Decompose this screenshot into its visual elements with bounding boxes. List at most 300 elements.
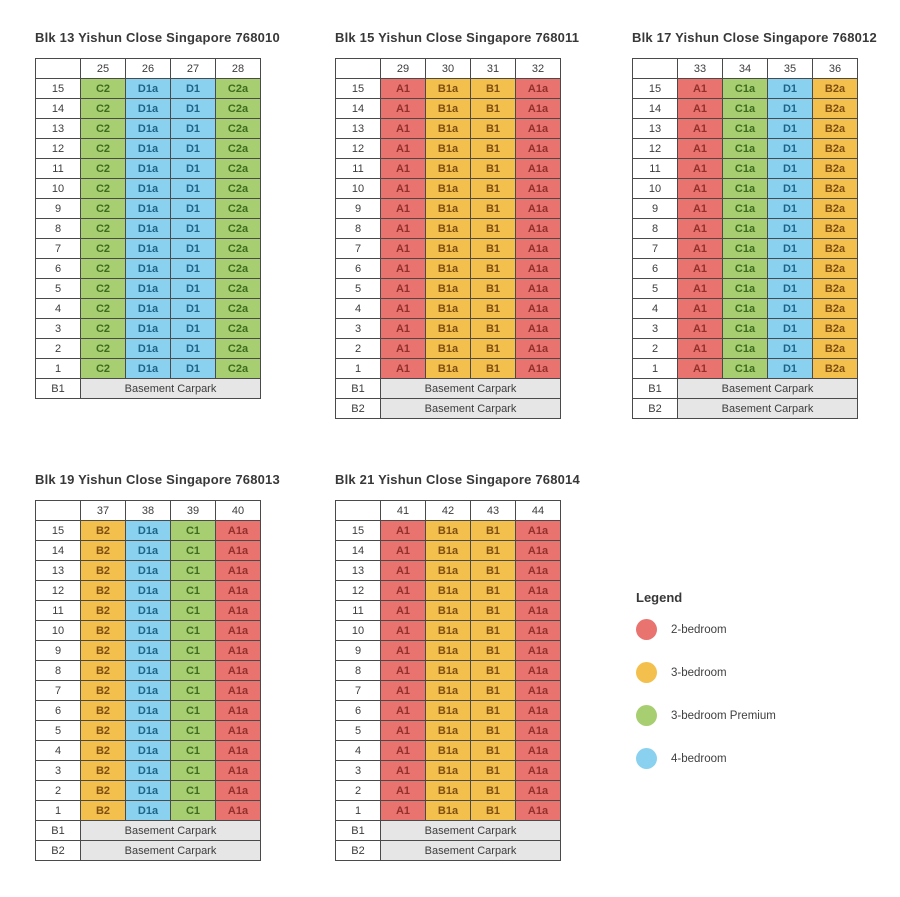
unit-cell-c2a: C2a	[216, 319, 261, 339]
unit-cell-b1a: B1a	[426, 139, 471, 159]
unit-cell-d1a: D1a	[126, 319, 171, 339]
unit-cell-d1: D1	[768, 279, 813, 299]
unit-cell-d1: D1	[171, 239, 216, 259]
floor-label: 15	[36, 521, 81, 541]
unit-cell-b2a: B2a	[813, 179, 858, 199]
unit-cell-d1a: D1a	[126, 661, 171, 681]
basement-row	[336, 841, 561, 861]
floor-row	[36, 259, 261, 279]
unit-cell-d1: D1	[171, 119, 216, 139]
floor-label: 12	[36, 139, 81, 159]
floor-row	[336, 159, 561, 179]
unit-cell-c2a: C2a	[216, 79, 261, 99]
basement-row	[633, 379, 858, 399]
unit-cell-a1: A1	[381, 681, 426, 701]
unit-cell-a1: A1	[381, 219, 426, 239]
unit-cell-a1a: A1a	[516, 319, 561, 339]
floor-label: 6	[633, 259, 678, 279]
unit-cell-a1: A1	[381, 701, 426, 721]
block-13-section	[35, 30, 280, 399]
unit-cell-d1: D1	[768, 259, 813, 279]
unit-cell-b2a: B2a	[813, 279, 858, 299]
unit-cell-d1a: D1a	[126, 601, 171, 621]
block-table	[632, 58, 858, 419]
floor-row	[336, 239, 561, 259]
basement-carpark-cell: Basement Carpark	[381, 821, 561, 841]
floor-row	[336, 621, 561, 641]
unit-cell-b1: B1	[471, 319, 516, 339]
unit-cell-d1: D1	[171, 79, 216, 99]
floor-row	[336, 741, 561, 761]
unit-cell-a1a: A1a	[516, 561, 561, 581]
floor-label: 9	[336, 641, 381, 661]
unit-cell-b1: B1	[471, 581, 516, 601]
unit-cell-d1a: D1a	[126, 561, 171, 581]
block-15-section	[335, 30, 579, 419]
unit-cell-a1: A1	[381, 119, 426, 139]
floor-row	[336, 99, 561, 119]
unit-cell-d1a: D1a	[126, 359, 171, 379]
floor-label: 12	[336, 139, 381, 159]
floor-label: 10	[36, 179, 81, 199]
unit-cell-b1a: B1a	[426, 641, 471, 661]
unit-cell-a1a: A1a	[216, 561, 261, 581]
unit-cell-d1: D1	[171, 319, 216, 339]
floor-label: 1	[633, 359, 678, 379]
unit-cell-c2: C2	[81, 139, 126, 159]
unit-cell-d1: D1	[171, 199, 216, 219]
floor-label: 4	[336, 299, 381, 319]
floor-row	[633, 279, 858, 299]
column-header: 36	[813, 59, 858, 79]
unit-cell-a1a: A1a	[516, 581, 561, 601]
column-header: 30	[426, 59, 471, 79]
unit-cell-b2a: B2a	[813, 119, 858, 139]
unit-cell-b1a: B1a	[426, 119, 471, 139]
floor-row	[36, 159, 261, 179]
floor-label: 7	[633, 239, 678, 259]
unit-cell-a1a: A1a	[516, 541, 561, 561]
unit-cell-b2a: B2a	[813, 259, 858, 279]
floor-label: 2	[36, 339, 81, 359]
unit-cell-d1a: D1a	[126, 641, 171, 661]
floor-label: 5	[633, 279, 678, 299]
unit-cell-b1: B1	[471, 741, 516, 761]
unit-cell-d1a: D1a	[126, 741, 171, 761]
unit-cell-b1: B1	[471, 99, 516, 119]
block-title: Blk 15 Yishun Close Singapore 768011	[335, 30, 580, 45]
floor-label: 8	[633, 219, 678, 239]
unit-cell-a1a: A1a	[516, 741, 561, 761]
unit-cell-c2: C2	[81, 199, 126, 219]
column-header: 42	[426, 501, 471, 521]
floor-label: 14	[36, 541, 81, 561]
unit-cell-c2a: C2a	[216, 339, 261, 359]
block-17-section	[632, 30, 877, 419]
column-header: 38	[126, 501, 171, 521]
unit-cell-c2a: C2a	[216, 219, 261, 239]
basement-carpark-cell: Basement Carpark	[381, 379, 561, 399]
floor-label: 10	[36, 621, 81, 641]
unit-cell-b1: B1	[471, 199, 516, 219]
unit-cell-a1: A1	[678, 139, 723, 159]
legend-item	[636, 705, 776, 726]
unit-cell-a1: A1	[678, 339, 723, 359]
column-header-row	[36, 59, 261, 79]
basement-row	[36, 821, 261, 841]
unit-cell-b1: B1	[471, 721, 516, 741]
unit-cell-a1: A1	[381, 601, 426, 621]
floor-row	[336, 79, 561, 99]
unit-cell-a1: A1	[678, 199, 723, 219]
unit-cell-b1a: B1a	[426, 79, 471, 99]
unit-cell-a1a: A1a	[516, 621, 561, 641]
unit-cell-c1a: C1a	[723, 139, 768, 159]
unit-cell-b1: B1	[471, 761, 516, 781]
floor-label: 2	[336, 781, 381, 801]
floor-label: 9	[336, 199, 381, 219]
corner-cell	[336, 501, 381, 521]
unit-cell-c1: C1	[171, 761, 216, 781]
unit-cell-a1a: A1a	[516, 721, 561, 741]
unit-cell-a1: A1	[381, 561, 426, 581]
unit-cell-c2a: C2a	[216, 139, 261, 159]
floor-label: 10	[633, 179, 678, 199]
floor-row	[36, 681, 261, 701]
unit-cell-d1a: D1a	[126, 581, 171, 601]
unit-cell-b2a: B2a	[813, 199, 858, 219]
floor-row	[633, 159, 858, 179]
legend-color-dot-icon	[636, 662, 657, 683]
floor-label: 10	[336, 621, 381, 641]
unit-cell-b1a: B1a	[426, 219, 471, 239]
unit-cell-b2a: B2a	[813, 319, 858, 339]
unit-cell-d1a: D1a	[126, 179, 171, 199]
floor-label: 1	[336, 359, 381, 379]
floor-label: 12	[36, 581, 81, 601]
floor-row	[336, 279, 561, 299]
unit-cell-a1: A1	[678, 259, 723, 279]
floor-label: 2	[36, 781, 81, 801]
floor-row	[36, 139, 261, 159]
floor-label: 13	[36, 561, 81, 581]
unit-cell-d1a: D1a	[126, 279, 171, 299]
floor-row	[36, 239, 261, 259]
block-21-section	[335, 472, 580, 861]
unit-cell-c2a: C2a	[216, 239, 261, 259]
floor-row	[633, 339, 858, 359]
unit-cell-a1a: A1a	[516, 339, 561, 359]
floor-label: 7	[36, 239, 81, 259]
floor-label: 11	[336, 601, 381, 621]
floor-row	[336, 801, 561, 821]
unit-cell-b1: B1	[471, 79, 516, 99]
floor-label: 11	[633, 159, 678, 179]
column-header: 44	[516, 501, 561, 521]
unit-cell-b1: B1	[471, 179, 516, 199]
floor-row	[336, 219, 561, 239]
floor-label: 1	[336, 801, 381, 821]
basement-carpark-cell: Basement Carpark	[381, 841, 561, 861]
unit-cell-a1: A1	[381, 621, 426, 641]
unit-cell-c1: C1	[171, 581, 216, 601]
column-header: 41	[381, 501, 426, 521]
unit-cell-a1: A1	[678, 319, 723, 339]
unit-cell-c1a: C1a	[723, 279, 768, 299]
unit-cell-c2: C2	[81, 79, 126, 99]
unit-cell-c1: C1	[171, 601, 216, 621]
floor-label: 4	[336, 741, 381, 761]
floor-row	[36, 179, 261, 199]
unit-cell-b1: B1	[471, 801, 516, 821]
unit-cell-a1a: A1a	[516, 641, 561, 661]
floor-label: 4	[633, 299, 678, 319]
unit-cell-b1: B1	[471, 299, 516, 319]
floor-row	[36, 801, 261, 821]
unit-cell-a1a: A1a	[516, 239, 561, 259]
unit-cell-b2: B2	[81, 661, 126, 681]
unit-cell-c2: C2	[81, 339, 126, 359]
legend-title: Legend	[636, 590, 683, 605]
floor-row	[633, 239, 858, 259]
unit-cell-d1: D1	[768, 159, 813, 179]
unit-cell-b1a: B1a	[426, 299, 471, 319]
unit-cell-b1a: B1a	[426, 701, 471, 721]
legend-item-label: 2-bedroom	[671, 623, 727, 636]
unit-cell-b1a: B1a	[426, 521, 471, 541]
unit-cell-c2: C2	[81, 99, 126, 119]
unit-cell-c1: C1	[171, 701, 216, 721]
unit-cell-b2: B2	[81, 561, 126, 581]
unit-cell-c2a: C2a	[216, 359, 261, 379]
unit-cell-c2: C2	[81, 159, 126, 179]
unit-cell-c2a: C2a	[216, 179, 261, 199]
floor-label: 8	[36, 219, 81, 239]
unit-cell-c2: C2	[81, 239, 126, 259]
floor-row	[633, 199, 858, 219]
unit-cell-c2: C2	[81, 279, 126, 299]
floor-row	[36, 661, 261, 681]
floor-label: 1	[36, 801, 81, 821]
floor-label: 2	[633, 339, 678, 359]
floor-label: 11	[36, 159, 81, 179]
floor-row	[36, 561, 261, 581]
basement-carpark-cell: Basement Carpark	[81, 821, 261, 841]
basement-row	[336, 399, 561, 419]
unit-cell-a1: A1	[678, 279, 723, 299]
unit-cell-a1a: A1a	[216, 521, 261, 541]
column-header: 40	[216, 501, 261, 521]
unit-cell-a1a: A1a	[216, 641, 261, 661]
unit-cell-a1: A1	[381, 761, 426, 781]
floor-row	[36, 299, 261, 319]
unit-cell-a1a: A1a	[516, 761, 561, 781]
unit-cell-d1a: D1a	[126, 681, 171, 701]
floor-label: 15	[336, 79, 381, 99]
unit-cell-b1a: B1a	[426, 541, 471, 561]
legend-item-label: 3-bedroom	[671, 666, 727, 679]
unit-cell-a1: A1	[678, 179, 723, 199]
unit-cell-a1: A1	[381, 299, 426, 319]
floor-row	[336, 581, 561, 601]
unit-cell-a1a: A1a	[516, 521, 561, 541]
column-header: 32	[516, 59, 561, 79]
unit-cell-b1: B1	[471, 681, 516, 701]
column-header: 27	[171, 59, 216, 79]
unit-cell-b2: B2	[81, 701, 126, 721]
floor-row	[633, 319, 858, 339]
legend-color-dot-icon	[636, 619, 657, 640]
floor-row	[36, 721, 261, 741]
legend-color-dot-icon	[636, 705, 657, 726]
unit-cell-b2: B2	[81, 601, 126, 621]
unit-cell-d1: D1	[768, 199, 813, 219]
floor-label: 15	[336, 521, 381, 541]
block-table	[335, 58, 561, 419]
unit-cell-d1a: D1a	[126, 761, 171, 781]
floor-label: 15	[36, 79, 81, 99]
unit-cell-d1a: D1a	[126, 339, 171, 359]
floor-row	[336, 721, 561, 741]
floor-row	[633, 179, 858, 199]
unit-cell-c1a: C1a	[723, 239, 768, 259]
floor-label: 11	[336, 159, 381, 179]
basement-row	[336, 379, 561, 399]
unit-cell-b1a: B1a	[426, 179, 471, 199]
unit-cell-a1: A1	[381, 259, 426, 279]
floor-label: 14	[633, 99, 678, 119]
legend-item-label: 4-bedroom	[671, 752, 727, 765]
unit-cell-a1a: A1a	[516, 801, 561, 821]
unit-cell-d1: D1	[171, 359, 216, 379]
unit-cell-a1a: A1a	[516, 99, 561, 119]
unit-cell-d1: D1	[768, 79, 813, 99]
unit-cell-a1a: A1a	[216, 801, 261, 821]
unit-cell-b1a: B1a	[426, 99, 471, 119]
floor-label: 4	[36, 741, 81, 761]
column-header: 34	[723, 59, 768, 79]
unit-cell-c2a: C2a	[216, 279, 261, 299]
unit-cell-c2: C2	[81, 259, 126, 279]
floor-row	[336, 139, 561, 159]
unit-cell-a1: A1	[381, 781, 426, 801]
basement-carpark-cell: Basement Carpark	[81, 841, 261, 861]
unit-cell-a1a: A1a	[516, 119, 561, 139]
floor-row	[336, 781, 561, 801]
floor-row	[336, 199, 561, 219]
floor-row	[36, 319, 261, 339]
unit-cell-a1a: A1a	[516, 179, 561, 199]
unit-cell-b1a: B1a	[426, 621, 471, 641]
unit-cell-b1a: B1a	[426, 359, 471, 379]
floor-label: 2	[336, 339, 381, 359]
unit-cell-b1a: B1a	[426, 319, 471, 339]
unit-cell-c2a: C2a	[216, 159, 261, 179]
unit-cell-c1a: C1a	[723, 79, 768, 99]
block-title: Blk 17 Yishun Close Singapore 768012	[632, 30, 877, 45]
unit-cell-b1: B1	[471, 601, 516, 621]
unit-cell-a1: A1	[678, 299, 723, 319]
unit-cell-c1: C1	[171, 521, 216, 541]
floor-row	[36, 79, 261, 99]
unit-cell-c2a: C2a	[216, 119, 261, 139]
unit-cell-d1: D1	[171, 139, 216, 159]
floor-label: 5	[336, 721, 381, 741]
floor-label: 8	[36, 661, 81, 681]
unit-cell-b1: B1	[471, 239, 516, 259]
unit-cell-a1: A1	[381, 661, 426, 681]
unit-cell-d1a: D1a	[126, 79, 171, 99]
unit-cell-b1a: B1a	[426, 259, 471, 279]
unit-cell-a1a: A1a	[516, 139, 561, 159]
unit-cell-a1a: A1a	[216, 581, 261, 601]
floor-label: 8	[336, 661, 381, 681]
unit-cell-a1a: A1a	[516, 701, 561, 721]
floor-label: 11	[36, 601, 81, 621]
floor-label: 7	[36, 681, 81, 701]
column-header-row	[336, 501, 561, 521]
floor-row	[336, 179, 561, 199]
unit-cell-c1: C1	[171, 621, 216, 641]
unit-cell-d1a: D1a	[126, 219, 171, 239]
floor-label: 13	[336, 119, 381, 139]
unit-cell-d1: D1	[768, 179, 813, 199]
unit-cell-c2: C2	[81, 319, 126, 339]
unit-cell-b1a: B1a	[426, 801, 471, 821]
legend-color-dot-icon	[636, 748, 657, 769]
unit-cell-b2a: B2a	[813, 139, 858, 159]
unit-cell-a1a: A1a	[516, 279, 561, 299]
unit-cell-a1: A1	[381, 239, 426, 259]
unit-cell-c2: C2	[81, 119, 126, 139]
unit-cell-c2: C2	[81, 219, 126, 239]
unit-cell-a1: A1	[678, 159, 723, 179]
unit-cell-a1a: A1a	[216, 701, 261, 721]
unit-cell-b2a: B2a	[813, 339, 858, 359]
floor-row	[36, 119, 261, 139]
unit-cell-a1: A1	[381, 199, 426, 219]
floor-row	[633, 139, 858, 159]
unit-cell-b2: B2	[81, 781, 126, 801]
floor-label: 9	[36, 199, 81, 219]
unit-cell-c1: C1	[171, 781, 216, 801]
column-header-row	[36, 501, 261, 521]
unit-cell-d1: D1	[171, 339, 216, 359]
unit-cell-c1: C1	[171, 741, 216, 761]
unit-cell-d1: D1	[768, 239, 813, 259]
floor-label: 13	[633, 119, 678, 139]
floor-row	[36, 199, 261, 219]
unit-cell-d1: D1	[171, 179, 216, 199]
corner-cell	[36, 59, 81, 79]
unit-cell-a1: A1	[381, 721, 426, 741]
floor-label: 6	[336, 259, 381, 279]
column-header: 37	[81, 501, 126, 521]
unit-cell-b1: B1	[471, 259, 516, 279]
corner-cell	[36, 501, 81, 521]
unit-cell-d1: D1	[171, 279, 216, 299]
basement-floor-label: B2	[36, 841, 81, 861]
floor-label: 9	[36, 641, 81, 661]
unit-cell-d1: D1	[768, 319, 813, 339]
floor-row	[633, 219, 858, 239]
block-title: Blk 19 Yishun Close Singapore 768013	[35, 472, 280, 487]
unit-cell-b1: B1	[471, 159, 516, 179]
legend-item	[636, 748, 776, 769]
unit-cell-a1: A1	[678, 359, 723, 379]
corner-cell	[336, 59, 381, 79]
unit-cell-c2: C2	[81, 299, 126, 319]
